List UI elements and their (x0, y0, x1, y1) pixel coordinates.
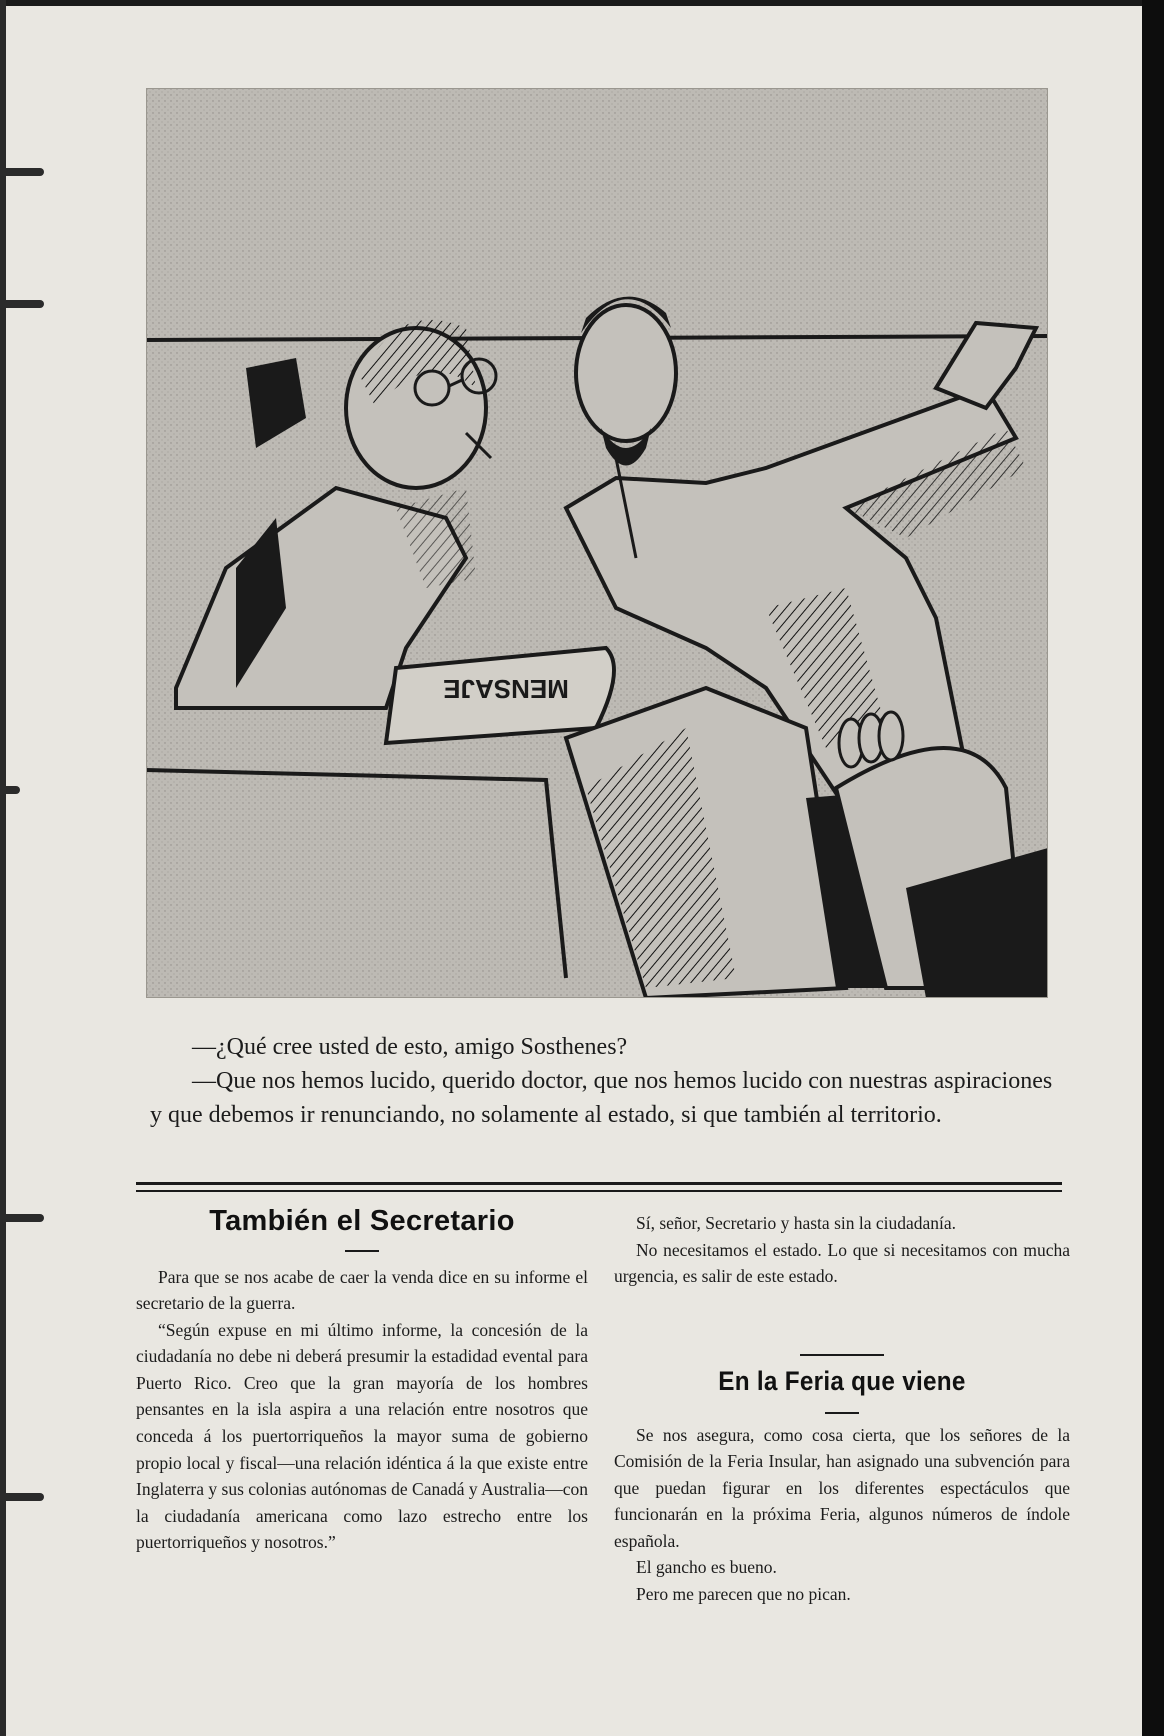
cartoon-illustration (146, 88, 1048, 998)
page-edge-right (1142, 0, 1164, 1736)
caption-line: —Que nos hemos lucido, querido doctor, que nos hemos lucido con nuestras aspiraciones y que debemos ir renunciando, no solamente al estado, si que también al territorio. (150, 1068, 1053, 1128)
binding-mark (0, 1493, 44, 1501)
binding-mark (0, 1214, 44, 1222)
paragraph: Se nos asegura, como cosa cierta, que los señores de la Comisión de la Feria Insular, han asignado una subvención para que puedan figurar en los diferentes espectáculos que funcionarán en la próxima Feria, algunos números de índole española. (614, 1424, 1070, 1551)
page-edge-top (0, 0, 1164, 6)
paragraph: El gancho es bueno. (636, 1557, 777, 1578)
binding-mark (0, 168, 44, 176)
cartoon-caption (150, 1030, 1068, 1132)
caption-line: —¿Qué cree usted de esto, amigo Sosthenes? (192, 1034, 628, 1060)
paragraph: Pero me parecen que no pican. (636, 1584, 851, 1605)
article-headline: También el Secretario (209, 1205, 515, 1237)
article-headline: En la Feria que viene (718, 1366, 966, 1396)
article-right-intro (614, 1210, 1070, 1290)
section-rule (800, 1354, 884, 1356)
paragraph: Sí, señor, Secretario y hasta sin la ciudadanía. (636, 1213, 957, 1233)
article-left-body (136, 1250, 588, 1556)
section-rule (136, 1190, 1062, 1192)
document-label: MENSAJE (443, 674, 569, 704)
paragraph: “Según expuse en mi último informe, la concesión de la ciudadanía no debe ni deberá presumir la estadidad evental para Puerto Rico. Creo que la gran mayoría de los hombres pensantes en la isla aspira a una relación entre nosotros que conceda á los puertorriqueños la mayor suma de gobierno propio local y fiscal—una relación idéntica á la que existe entre Inglaterra y sus colonias autónomas de Canadá y Australia—con la ciudadanía americana como lazo estrecho entre los puertorriqueños y nosotros.” (136, 1319, 588, 1553)
binding-mark (0, 300, 44, 308)
article-right-body (614, 1412, 1070, 1608)
section-rule (136, 1182, 1062, 1185)
paragraph: Para que se nos acabe de caer la venda dice en su informe el secretario de la guerra. (136, 1266, 588, 1314)
binding-mark (0, 786, 20, 794)
headline-rule (345, 1250, 379, 1252)
headline-rule (825, 1412, 859, 1414)
paragraph: No necesitamos el estado. Lo que si necesitamos con mucha urgencia, es salir de este estado. (614, 1239, 1070, 1287)
page-edge-left (0, 0, 6, 1736)
